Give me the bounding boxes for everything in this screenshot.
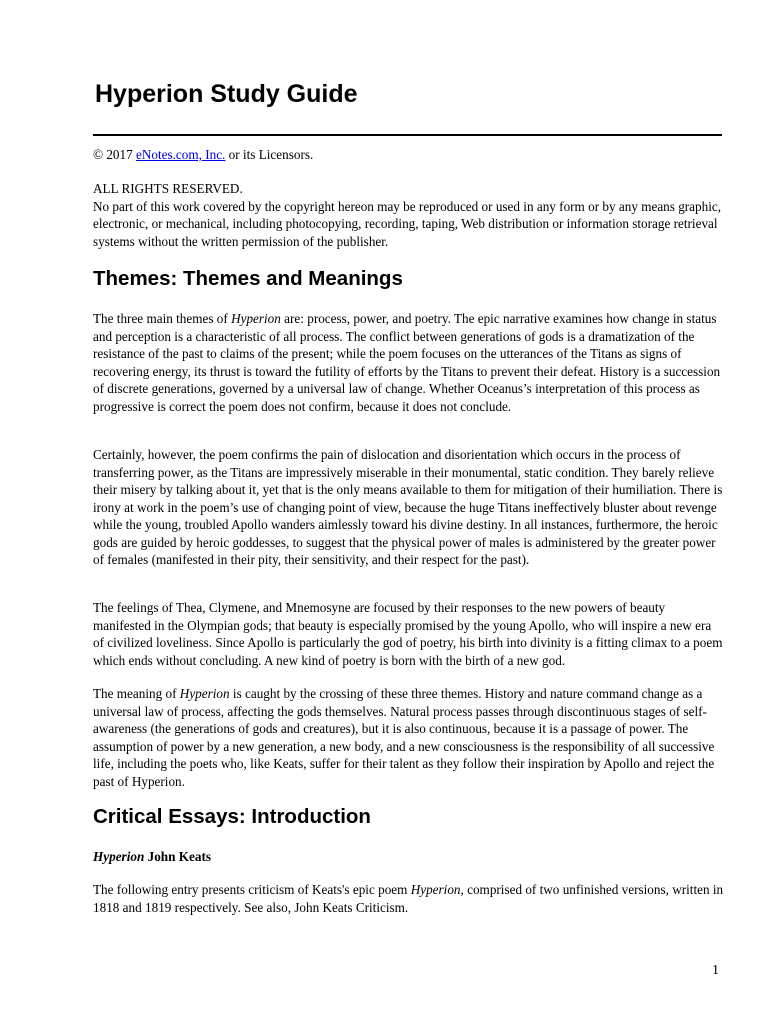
italic-title: Hyperion <box>231 311 281 326</box>
themes-paragraph-3: The feelings of Thea, Clymene, and Mnemosyne are focused by their responses to the new powers of beauty manifested in the Olympian gods; that beauty is especially promised by the young Apollo, who will inspire a new era of civilized loveliness. Since Apollo is particularly the god of poetry, his birth into divinity is a fitting climax to a poem which ends without concluding. A new kind of poetry is born with the birth of a new god. <box>93 600 723 668</box>
section-heading-critical-essays: Critical Essays: Introduction <box>93 805 371 828</box>
paragraph-text: The meaning of <box>93 686 180 701</box>
byline-title: Hyperion <box>93 849 145 864</box>
copyright-line <box>93 146 313 164</box>
themes-paragraph-2: Certainly, however, the poem confirms the pain of dislocation and disorientation which occurs in the process of transferring power, as the Titans are impressively miserable in their monumental, static condition. They barely relieve their misery by talking about it, yet that is the only means available to them for mitigation of their humiliation. There is irony at work in the poem’s use of changing point of view, because the huge Titans ineffectively bluster about revenge while the young, troubled Apollo wanders aimlessly toward his divine destiny. In all instances, furthermore, the heroic gods are guided by heroic goddesses, to suggest that the physical power of males is administered by the greater power of females (manifested in their pity, their sensitivity, and their respect for the past). <box>93 447 723 567</box>
critical-essays-paragraph-1 <box>93 881 725 916</box>
paragraph-text: comprised of two unfinished versions, written in 1818 and 1819 respectively. See also, John Keats Criticism. <box>93 882 724 915</box>
section-heading-themes: Themes: Themes and Meanings <box>93 267 403 290</box>
italic-title: Hyperion <box>179 686 230 701</box>
italic-title: Hyperion, <box>410 882 464 897</box>
themes-paragraph-4 <box>93 685 725 790</box>
rights-body: No part of this work covered by the copyright hereon may be reproduced or used in any form or by any means graphic, electronic, or mechanical, including photocopying, recording, taping, Web distribution or information storage retrieval systems without the written permission of the publisher. <box>93 198 722 249</box>
page-number: 1 <box>712 963 719 978</box>
page-title: Hyperion Study Guide <box>95 80 358 108</box>
enotes-link[interactable]: eNotes.com, Inc. <box>136 147 226 162</box>
copyright-prefix: © 2017 <box>93 147 136 162</box>
rights-heading: ALL RIGHTS RESERVED. <box>93 181 243 196</box>
copyright-suffix: or its Licensors. <box>225 147 314 162</box>
rights-notice <box>93 180 725 250</box>
title-divider <box>93 134 722 136</box>
paragraph-text: The following entry presents criticism of Keats's epic poem <box>93 882 411 897</box>
byline-author: John Keats <box>144 849 211 864</box>
paragraph-text: is caught by the crossing of these three themes. History and nature command change as a universal law of process, affecting the gods themselves. Natural process passes through discontinuous stages of self-awareness (the generations of gods and creatures), but it is also continuous, because it is a passage of power. The assumption of power by a new generation, a new body, and a new consciousness is the responsibility of all successive life, including the poets who, like Keats, suffer for their talent as they follow their inspiration by Apollo and reject the past of Hyperion. <box>93 686 715 789</box>
themes-paragraph-1 <box>93 310 725 415</box>
paragraph-text: The three main themes of <box>93 311 232 326</box>
paragraph-text: are: process, power, and poetry. The epic narrative examines how change in status and perception is a characteristic of all process. The conflict between generations of gods is a dramatization of the resistance of the past to claims of the present; while the poem focuses on the utterances of the Titans as signs of recovering energy, its thrust is toward the futility of efforts by the Titans to prevent their defeat. History is a succession of discrete generations, governed by a universal law of change. Whether Oceanus’s interpretation of this process as progressive is correct the poem does not confirm, because it does not conclude. <box>93 311 721 414</box>
essay-byline <box>93 848 211 866</box>
